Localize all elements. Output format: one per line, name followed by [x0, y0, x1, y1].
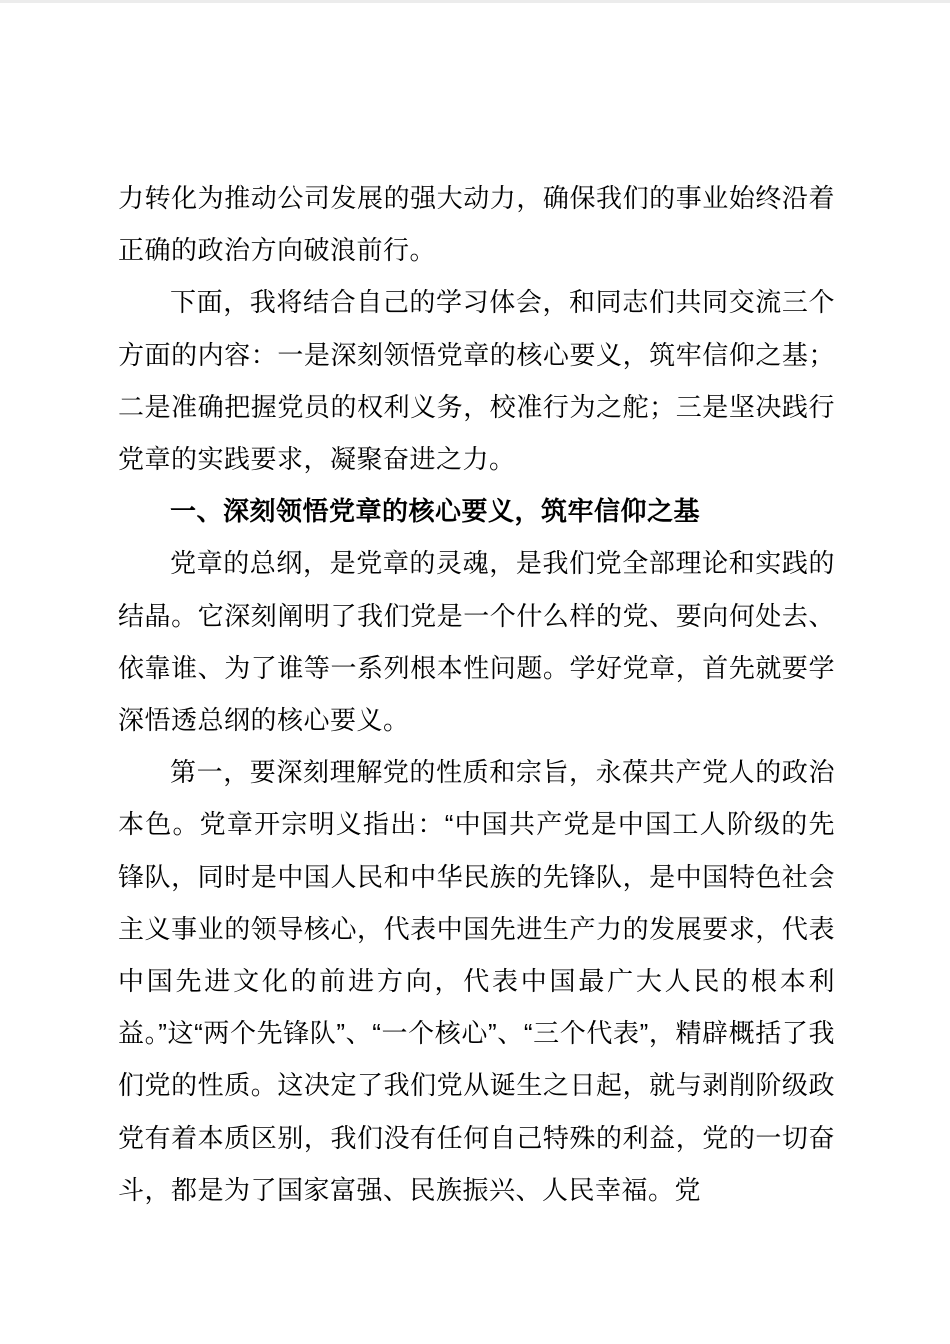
section-heading: 一、深刻领悟党章的核心要义，筑牢信仰之基: [170, 496, 701, 527]
paragraph: 第一，要深刻理解党的性质和宗旨，永葆共产党人的政治本色。党章开宗明义指出：“中国共产党是中国工人阶级的先锋队，同时是中国人民和中华民族的先锋队，是中国特色社会主义事业的领导核心，代表中国先进生产力的发展要求，代表中国先进文化的前进方向，代表中国最广大人民的根本利益。”这“两个先锋队”、“一个核心”、“三个代表”，精辟概括了我们党的性质。这决定了我们党从诞生之日起，就与剥削阶级政党有着本质区别，我们没有任何自己特殊的利益，党的一切奋斗，都是为了国家富强、民族振兴、人民幸福。党: [118, 757, 835, 1205]
paragraph: 党章的总纲，是党章的灵魂，是我们党全部理论和实践的结晶。它深刻阐明了我们党是一个什么样的党、要向何处去、依靠谁、为了谁等一系列根本性问题。学好党章，首先就要学深悟透总纲的核心要义。: [118, 548, 835, 736]
page-top-edge: [0, 0, 950, 3]
paragraph: 力转化为推动公司发展的强大动力，确保我们的事业始终沿着正确的政治方向破浪前行。: [118, 183, 835, 266]
document-body: [118, 172, 835, 1216]
paragraph: 下面，我将结合自己的学习体会，和同志们共同交流三个方面的内容：一是深刻领悟党章的核心要义，筑牢信仰之基；二是准确把握党员的权利义务，校准行为之舵；三是坚决践行党章的实践要求，凝聚奋进之力。: [118, 287, 835, 475]
